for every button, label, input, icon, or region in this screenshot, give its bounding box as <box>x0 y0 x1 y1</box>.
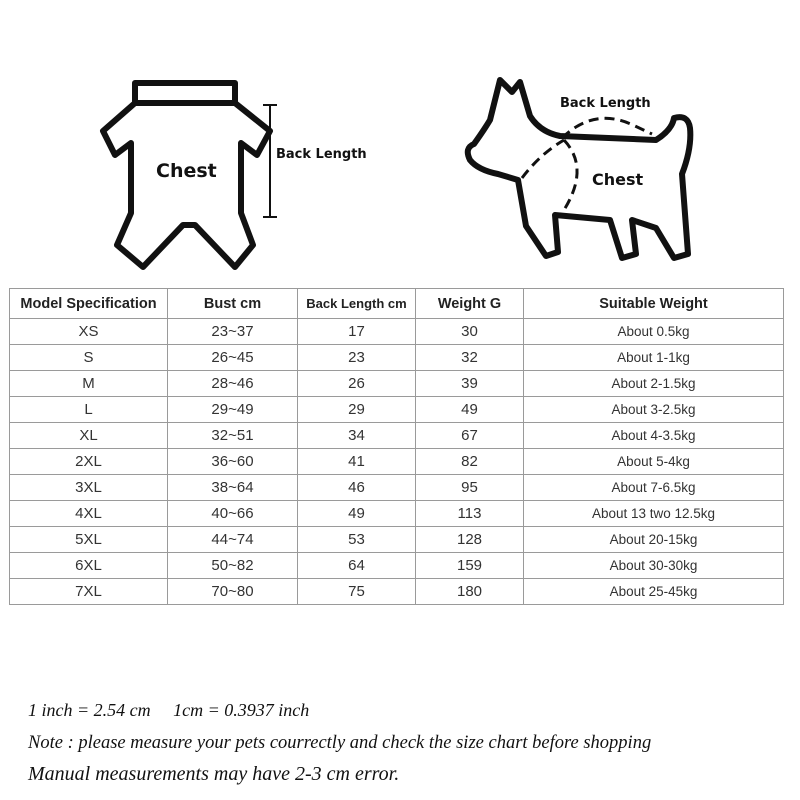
suitable-weight-cell: About 0.5kg <box>524 319 784 345</box>
table-row <box>10 553 784 579</box>
bust-cell: 50~82 <box>168 553 298 579</box>
weight-cell: 82 <box>416 449 524 475</box>
size-cell: 2XL <box>10 449 168 475</box>
bust-cell: 44~74 <box>168 527 298 553</box>
suitable-weight-cell: About 25-45kg <box>524 579 784 605</box>
back-length-cell: 23 <box>298 345 416 371</box>
suitable-weight-cell: About 20-15kg <box>524 527 784 553</box>
size-cell: L <box>10 397 168 423</box>
size-cell: 5XL <box>10 527 168 553</box>
bust-cell: 36~60 <box>168 449 298 475</box>
bust-cell: 32~51 <box>168 423 298 449</box>
table-row <box>10 371 784 397</box>
suitable-weight-cell: About 7-6.5kg <box>524 475 784 501</box>
suitable-weight-cell: About 4-3.5kg <box>524 423 784 449</box>
table-row <box>10 397 784 423</box>
bust-cell: 70~80 <box>168 579 298 605</box>
weight-cell: 67 <box>416 423 524 449</box>
suitable-weight-cell: About 30-30kg <box>524 553 784 579</box>
bust-cell: 38~64 <box>168 475 298 501</box>
weight-cell: 39 <box>416 371 524 397</box>
size-cell: S <box>10 345 168 371</box>
back-length-cell: 26 <box>298 371 416 397</box>
suitable-weight-cell: About 5-4kg <box>524 449 784 475</box>
suitable-weight-cell: About 13 two 12.5kg <box>524 501 784 527</box>
size-cell: 3XL <box>10 475 168 501</box>
header-back-length: Back Length cm <box>298 289 416 319</box>
dog-chest-label: Chest <box>592 170 644 189</box>
size-cell: XS <box>10 319 168 345</box>
table-row <box>10 579 784 605</box>
dog-back-length-label: Back Length <box>560 96 651 111</box>
table-row <box>10 501 784 527</box>
table-row <box>10 449 784 475</box>
weight-cell: 113 <box>416 501 524 527</box>
bust-cell: 29~49 <box>168 397 298 423</box>
header-weight: Weight G <box>416 289 524 319</box>
weight-cell: 30 <box>416 319 524 345</box>
clothing-chest-label: Chest <box>156 160 217 182</box>
weight-cell: 32 <box>416 345 524 371</box>
table-row <box>10 475 784 501</box>
suitable-weight-cell: About 2-1.5kg <box>524 371 784 397</box>
header-suitable-weight: Suitable Weight <box>524 289 784 319</box>
bust-cell: 23~37 <box>168 319 298 345</box>
table-row <box>10 319 784 345</box>
table-header-row <box>10 289 784 319</box>
size-cell: M <box>10 371 168 397</box>
error-note: Manual measurements may have 2-3 cm error. <box>28 763 400 785</box>
table-row <box>10 345 784 371</box>
back-length-cell: 34 <box>298 423 416 449</box>
bust-cell: 40~66 <box>168 501 298 527</box>
size-cell: 7XL <box>10 579 168 605</box>
measure-note: Note : please measure your pets courrectly and check the size chart before shopping <box>28 733 652 753</box>
weight-cell: 159 <box>416 553 524 579</box>
header-bust: Bust cm <box>168 289 298 319</box>
header-model-specification: Model Specification <box>10 289 168 319</box>
back-length-cell: 41 <box>298 449 416 475</box>
bust-cell: 28~46 <box>168 371 298 397</box>
suitable-weight-cell: About 1-1kg <box>524 345 784 371</box>
back-length-cell: 64 <box>298 553 416 579</box>
weight-cell: 180 <box>416 579 524 605</box>
back-length-cell: 53 <box>298 527 416 553</box>
chest-dashed-curve <box>560 140 577 216</box>
table-row <box>10 423 784 449</box>
back-length-cell: 75 <box>298 579 416 605</box>
size-cell: 6XL <box>10 553 168 579</box>
weight-cell: 128 <box>416 527 524 553</box>
neck-dashed-curve <box>522 140 564 178</box>
back-length-cell: 49 <box>298 501 416 527</box>
back-length-cell: 46 <box>298 475 416 501</box>
size-chart-table <box>9 288 784 605</box>
clothing-back-length-label: Back Length <box>276 147 367 162</box>
bust-cell: 26~45 <box>168 345 298 371</box>
back-length-cell: 17 <box>298 319 416 345</box>
size-cell: XL <box>10 423 168 449</box>
back-length-cell: 29 <box>298 397 416 423</box>
weight-cell: 49 <box>416 397 524 423</box>
suitable-weight-cell: About 3-2.5kg <box>524 397 784 423</box>
size-cell: 4XL <box>10 501 168 527</box>
weight-cell: 95 <box>416 475 524 501</box>
conversion-note: 1 inch = 2.54 cm 1cm = 0.3937 inch <box>28 700 310 720</box>
table-row <box>10 527 784 553</box>
